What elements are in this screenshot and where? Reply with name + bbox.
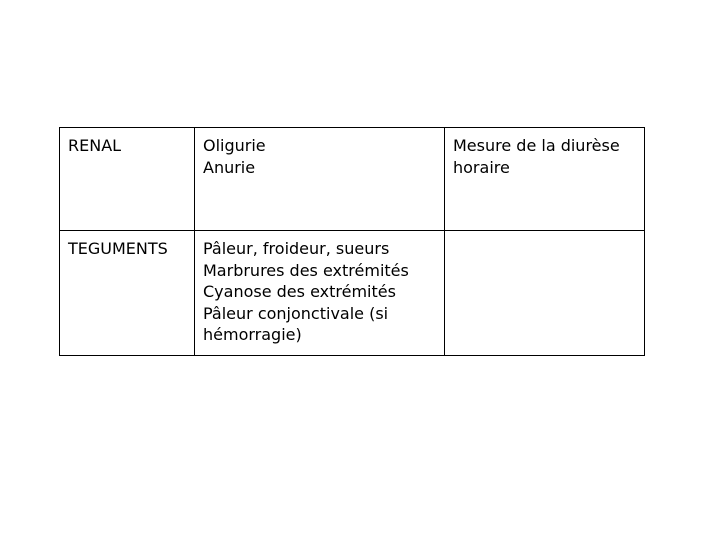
- sign-item: Anurie: [203, 157, 256, 177]
- system-cell: [60, 231, 195, 356]
- sign-item: Marbrures des extrémités: [203, 260, 409, 280]
- clinical-signs-table: [59, 127, 645, 356]
- table-row: [60, 128, 645, 231]
- system-label: RENAL: [68, 136, 122, 155]
- monitoring-text: Mesure de la diurèse horaire: [453, 136, 620, 177]
- monitoring-cell: [445, 128, 645, 231]
- signs-cell: [195, 231, 445, 356]
- signs-cell: [195, 128, 445, 231]
- monitoring-cell: [445, 231, 645, 356]
- system-cell: [60, 128, 195, 231]
- table-row: [60, 231, 645, 356]
- sign-item: Oligurie: [203, 136, 266, 155]
- sign-item: Cyanose des extrémités: [203, 282, 396, 301]
- system-label: TEGUMENTS: [68, 239, 168, 258]
- sign-item: Pâleur conjonctivale (si hémorragie): [203, 303, 389, 344]
- sign-item: Pâleur, froideur, sueurs: [203, 239, 390, 258]
